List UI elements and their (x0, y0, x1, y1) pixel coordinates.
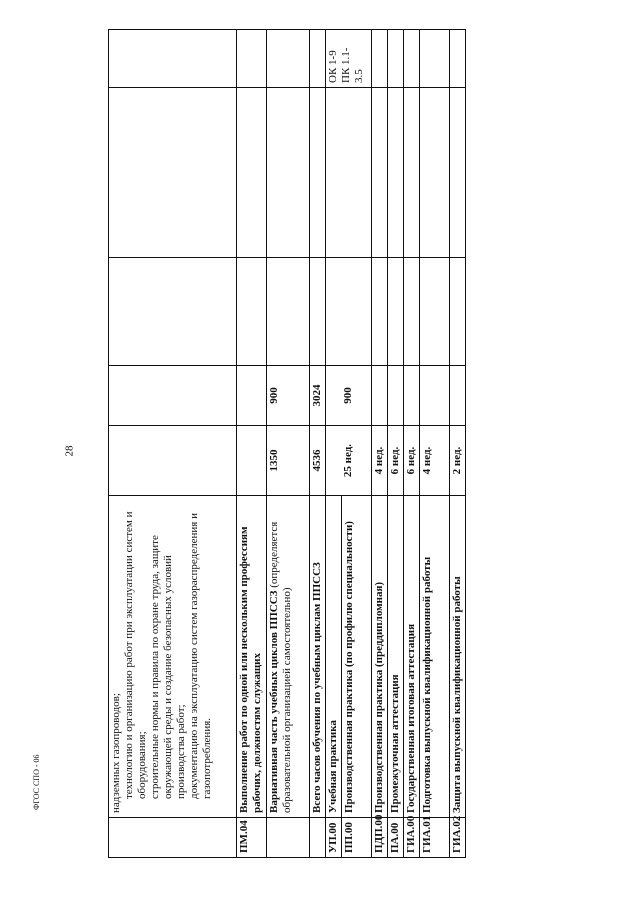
study-load-cell: 900 (326, 366, 372, 426)
competence-cell (388, 30, 404, 88)
table-row (420, 30, 450, 858)
max-load-cell: 6 нед. (404, 426, 420, 496)
discipline-cell (388, 88, 404, 258)
study-load-cell (372, 366, 388, 426)
curriculum-table (108, 29, 466, 858)
discipline-cell (450, 88, 466, 258)
session-cell (372, 258, 388, 366)
max-load-cell: 4536 (310, 426, 326, 496)
max-load-cell: 4 нед. (372, 426, 388, 496)
footer-code: ФГОС СПО - 06 (32, 754, 41, 810)
name-cell: Подготовка выпускной квалификационной работы (420, 496, 450, 818)
page-number: 28 (63, 445, 76, 457)
session-cell (388, 258, 404, 366)
competence-cell (310, 30, 326, 88)
knowledge-line: технологию и организацию работ при эксплуатации систем и оборудования; (123, 511, 148, 799)
code-cell: ПП.00 (342, 818, 372, 858)
discipline-cell (109, 88, 237, 258)
table-row (372, 30, 388, 858)
study-load-cell (237, 366, 267, 426)
code-cell: УП.00 (326, 818, 342, 858)
study-load-cell (450, 366, 466, 426)
name-rest: (определяется образовательной организацией самостоятельно) (268, 521, 293, 813)
max-load-cell: 2 нед. (450, 426, 466, 496)
competence-cell (372, 30, 388, 88)
table-row (388, 30, 404, 858)
study-load-cell: 3024 (310, 366, 326, 426)
discipline-cell (420, 88, 450, 258)
knowledge-line: надземных газопроводов; (110, 693, 122, 813)
curriculum-table-rotated (108, 30, 466, 858)
study-load-cell (420, 366, 450, 426)
name-cell: Государственная итоговая аттестация (404, 496, 420, 818)
code-cell (109, 818, 237, 858)
study-load-cell (404, 366, 420, 426)
competence-cell (109, 30, 237, 88)
study-load-cell (388, 366, 404, 426)
session-cell (109, 258, 237, 366)
max-load-cell: 4 нед. (420, 426, 450, 496)
table-row (237, 30, 267, 858)
discipline-cell (310, 88, 326, 258)
session-cell (404, 258, 420, 366)
code-cell: ГИА.01 (420, 818, 450, 858)
discipline-cell (267, 88, 310, 258)
competence-cell (267, 30, 310, 88)
discipline-cell (237, 88, 267, 258)
knowledge-line: документацию на эксплуатацию систем газораспределения и газопотребления. (188, 513, 213, 799)
name-cell (267, 496, 310, 818)
code-cell (267, 818, 310, 858)
discipline-cell (372, 88, 388, 258)
code-cell (310, 818, 326, 858)
code-cell: ГИА.00 (404, 818, 420, 858)
session-cell (310, 258, 326, 366)
competence-cell (420, 30, 450, 88)
code-cell: ГИА.02 (450, 818, 466, 858)
competence-cell (237, 30, 267, 88)
name-cell: Защита выпускной квалификационной работы (450, 496, 466, 818)
session-cell (237, 258, 267, 366)
table-row (267, 30, 310, 858)
max-load-cell: 25 нед. (326, 426, 372, 496)
name-cell: Всего часов обучения по учебным циклам ППССЗ (310, 496, 326, 818)
name-cell: Промежуточная аттестация (388, 496, 404, 818)
session-cell (267, 258, 310, 366)
table-row (450, 30, 466, 858)
session-cell (326, 258, 372, 366)
name-cell: Учебная практика (326, 496, 342, 818)
competence-cell: ОК 1-9 ПК 1.1-3.5 (326, 30, 372, 88)
name-cell: Производственная практика (по профилю специальности) (342, 496, 372, 818)
table-row (310, 30, 326, 858)
name-cell: Выполнение работ по одной или нескольким профессиям рабочих, должностям служащих (237, 496, 267, 818)
study-load-cell: 900 (267, 366, 310, 426)
table-row (326, 30, 342, 858)
discipline-cell (404, 88, 420, 258)
session-cell (450, 258, 466, 366)
table-row (404, 30, 420, 858)
code-cell: ПМ.04 (237, 818, 267, 858)
study-load-cell (109, 366, 237, 426)
name-bold: Вариативная часть учебных циклов ППССЗ (268, 590, 280, 813)
competence-cell (450, 30, 466, 88)
max-load-cell (109, 426, 237, 496)
table-row (109, 30, 237, 858)
code-cell: ПА.00 (388, 818, 404, 858)
knowledge-line: строительные нормы и правила по охране труда, защите окружающей среды и создание безопасных условий производства работ; (149, 535, 187, 799)
competence-cell (404, 30, 420, 88)
max-load-cell (237, 426, 267, 496)
max-load-cell: 6 нед. (388, 426, 404, 496)
max-load-cell: 1350 (267, 426, 310, 496)
name-cell (109, 496, 237, 818)
session-cell (420, 258, 450, 366)
discipline-cell (326, 88, 372, 258)
code-cell: ПДП.00 (372, 818, 388, 858)
name-cell: Производственная практика (преддипломная) (372, 496, 388, 818)
